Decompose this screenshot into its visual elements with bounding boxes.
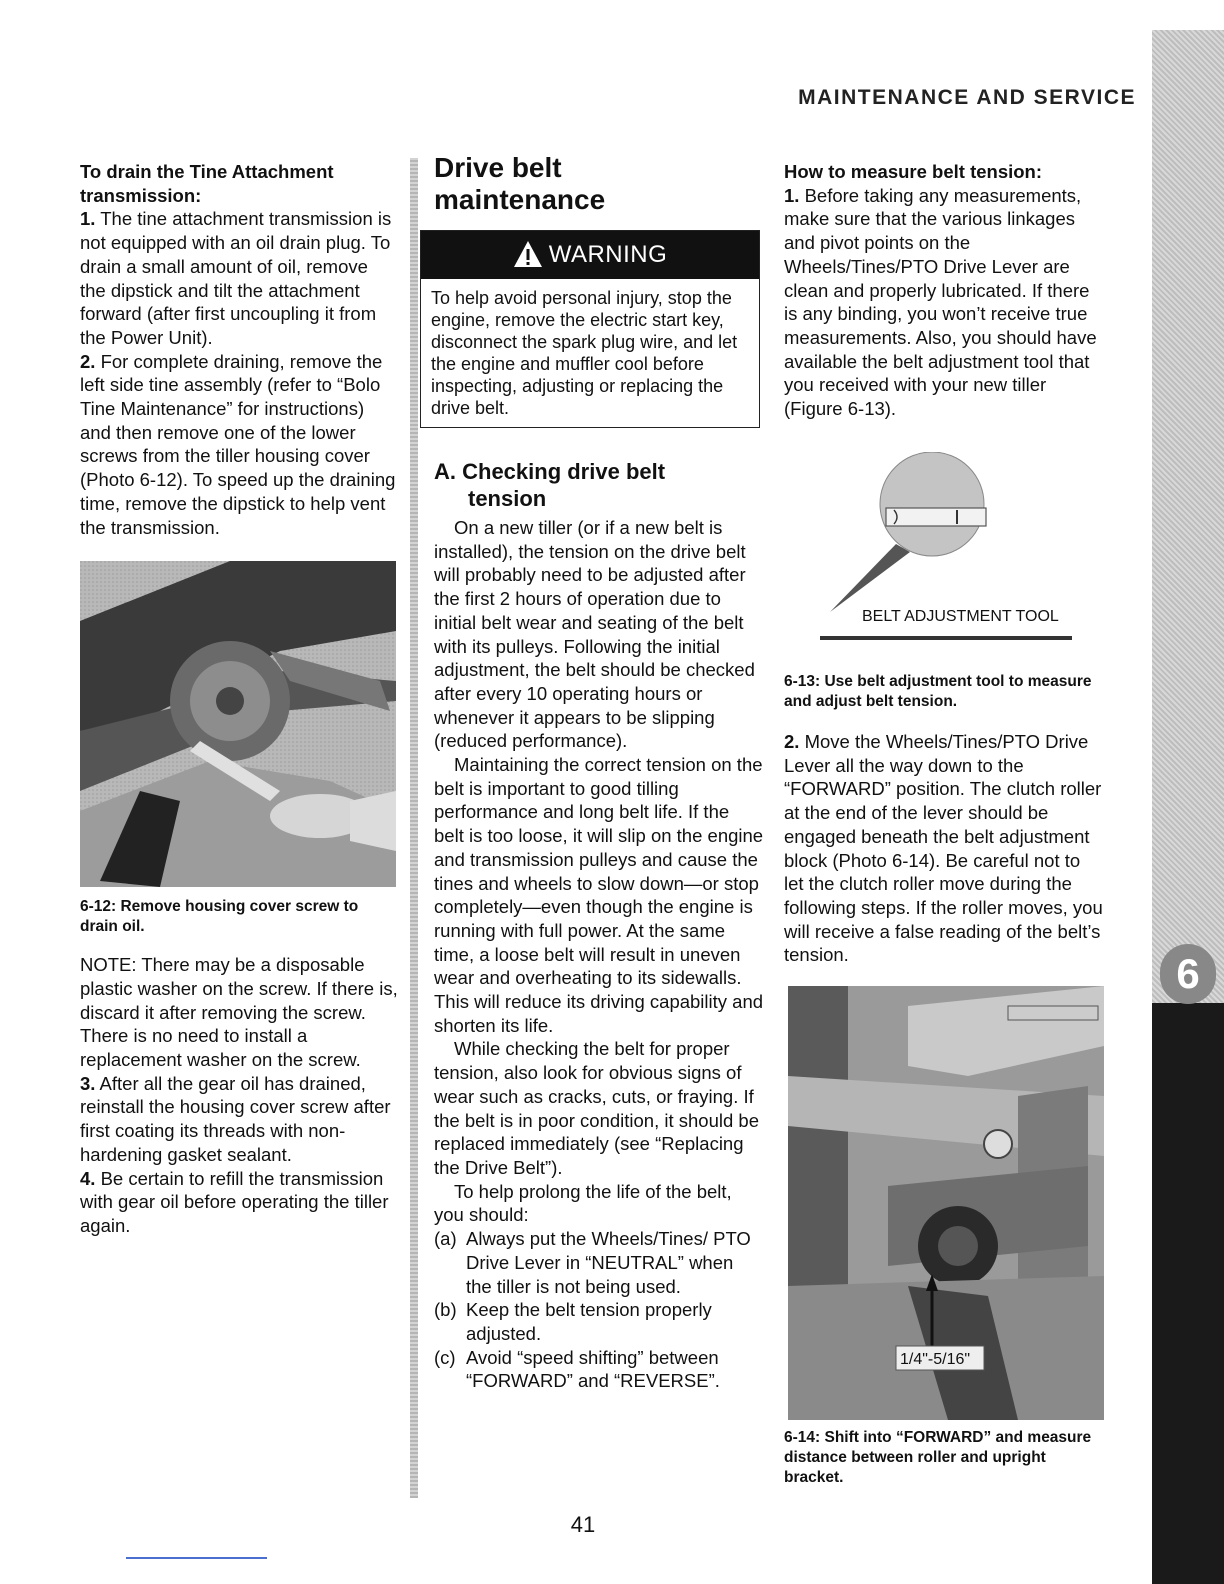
housing-cover-photo	[80, 561, 396, 887]
measurement-label: 1/4"-5/16"	[900, 1351, 971, 1368]
belt-tool-label: BELT ADJUSTMENT TOOL	[862, 608, 1059, 625]
photo-6-14	[788, 986, 1104, 1420]
drain-step-4: 4. Be certain to refill the transmission with gear oil before operating the tiller again.	[80, 1167, 389, 1236]
checking-tension-heading: A. Checking drive belt tension	[434, 459, 666, 511]
measure-step-2: 2. Move the Wheels/Tines/PTO Drive Lever all the way down to the “FORWARD” position. The clutch roller at the end of the lever should be engaged beneath the belt adjustment block (Photo 6-14). Be careful not to let the clutch roller move during the following steps. If the roller moves, you will receive a false reading of the belt’s tension.	[784, 731, 1103, 966]
chapter-tab: 6	[1160, 944, 1216, 1004]
measure-step-1: 1. Before taking any measurements, make sure that the various linkages and pivot points on the Wheels/Tines/PTO Drive Lever are clean and properly lubricated. If there is any binding, you won’t receive true measurements. Also, you should have available the belt adjustment tool that you received with your new tiller (Figure 6-13).	[784, 184, 1097, 420]
list-item: (c) Avoid “speed shifting” between “FORWARD” and “REVERSE”.	[434, 1346, 720, 1392]
drive-belt-title: Drive belt maintenance	[434, 152, 606, 215]
para-maintaining: Maintaining the correct tension on the belt is important to good tilling performance and long belt life. If the belt is too loose, it will slip on the engine and transmission pulleys and cause the tines and wheels to slow down—or stop completely—even though the engine is running with full power. At the same time, a loose belt will result in uneven wear and overheating to its sidewalls. This will reduce its driving capability and shorten its life.	[434, 754, 764, 1036]
page-edge-dark	[1152, 1003, 1224, 1584]
list-item: (b) Keep the belt tension properly adjusted.	[434, 1299, 712, 1344]
caption-6-12: 6-12: Remove housing cover screw to drain oil.	[80, 898, 359, 936]
warning-header: WARNING	[421, 231, 759, 279]
para-new-tiller: On a new tiller (or if a new belt is installed), the tension on the drive belt will probably need to be adjusted after the first 2 hours of operation due to initial belt wear and seating of the belt with its pulleys. Following the initial adjustment, the belt should be checked after every 10 operating hours or whenever it appears to be slipping (reduced performance).	[434, 517, 755, 752]
measure-heading: How to measure belt tension:	[784, 161, 1043, 182]
para-wear-check: While checking the belt for proper tension, also look for obvious signs of wear such as cracks, cuts, or fraying. If the belt is in poor condition, it should be replaced immediately (see “Replacing the Drive Belt”).	[434, 1038, 759, 1178]
drain-step-2: 2. For complete draining, remove the left side tine assembly (refer to “Bolo Tine Maintenance” for instructions) and then remove one of the lower screws from the tiller housing cover (Photo 6-12). To speed up the draining time, remove the dipstick to help vent the transmission.	[80, 350, 396, 538]
drain-heading: To drain the Tine Attachment transmission:	[80, 161, 334, 206]
warning-triangle-icon	[513, 240, 543, 268]
belt-tool-underline	[820, 636, 1072, 640]
list-item: (a) Always put the Wheels/Tines/ PTO Drive Lever in “NEUTRAL” when the tiller is not being used.	[434, 1228, 751, 1297]
page-number: 41	[570, 1512, 596, 1537]
caption-6-13: 6-13: Use belt adjustment tool to measure and adjust belt tension.	[784, 673, 1092, 710]
photo-6-12	[80, 561, 396, 887]
drain-step-1: 1. The tine attachment transmission is not equipped with an oil drain plug. To drain a small amount of oil, remove the dipstick and tilt the attachment forward (after first uncoupling it from the Power Unit).	[80, 208, 392, 348]
warning-text: To help avoid personal injury, stop the engine, remove the electric start key, disconnect the spark plug wire, and let the engine and muffler cool before inspecting, adjusting or replacing the drive belt.	[431, 288, 738, 418]
clutch-roller-photo	[788, 986, 1104, 1420]
belt-tool-figure	[824, 452, 1064, 622]
caption-6-14: 6-14: Shift into “FORWARD” and measure distance between roller and upright bracket.	[784, 1429, 1092, 1486]
column-divider	[410, 158, 418, 1498]
drain-step-3: 3. After all the gear oil has drained, reinstall the housing cover screw after first coating its threads with non-hardening gasket sealant.	[80, 1072, 391, 1165]
right-column	[784, 160, 1104, 421]
footer-rule	[126, 1557, 267, 1559]
middle-column	[431, 152, 764, 1393]
washer-note: NOTE: There may be a disposable plastic washer on the screw. If there is, discard it after removing the screw. There is no need to install a replacement washer on the screw.	[80, 954, 398, 1071]
warning-box	[420, 230, 760, 428]
right-column-caption	[784, 1428, 1104, 1488]
para-prolong: To help prolong the life of the belt, you should:	[434, 1180, 732, 1226]
right-column-lower	[784, 672, 1104, 967]
left-column	[80, 160, 398, 1238]
section-header: MAINTENANCE AND SERVICE	[798, 86, 1136, 109]
